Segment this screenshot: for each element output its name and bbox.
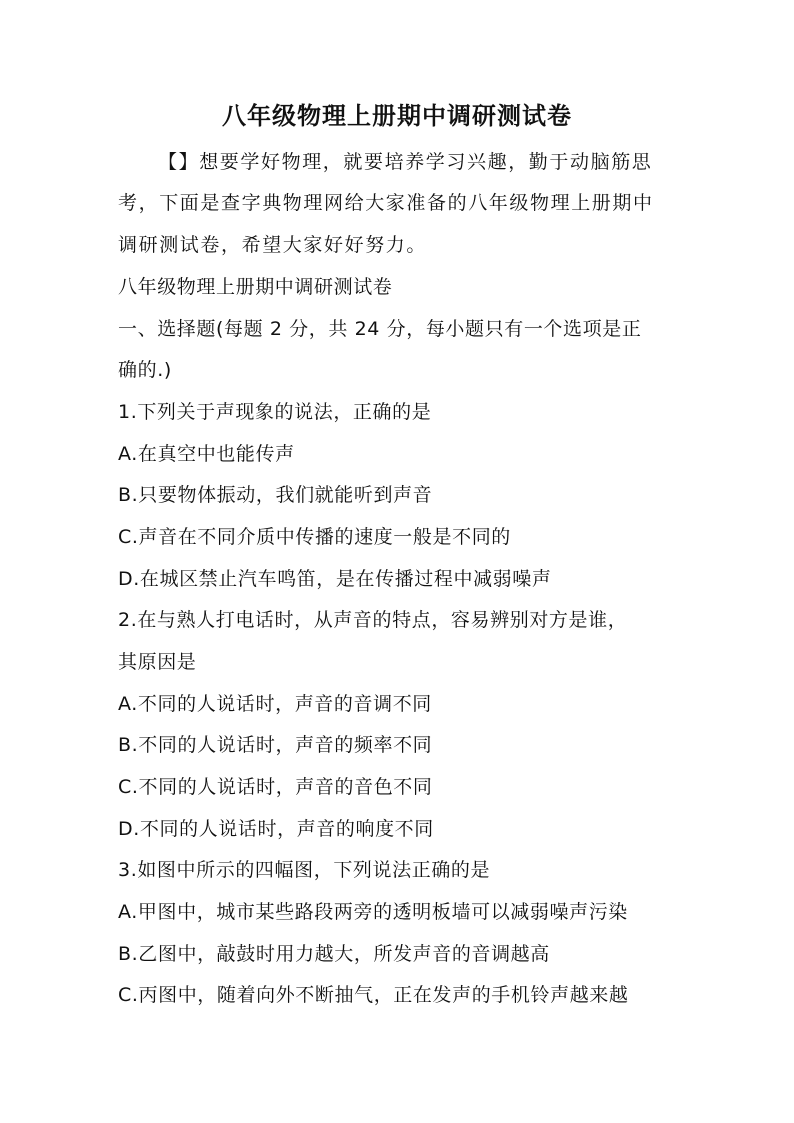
question-stem: 3.如图中所示的四幅图，下列说法正确的是 (118, 859, 491, 881)
document-title: 八年级物理上册期中调研测试卷 (222, 101, 572, 130)
section-heading: 一、选择题(每题 2 分，共 24 分，每小题只有一个选项是正 (118, 318, 642, 340)
intro-line: 考，下面是查字典物理网给大家准备的八年级物理上册期中 (118, 192, 654, 214)
question-option: C.不同的人说话时，声音的音色不同 (118, 776, 433, 798)
intro-line: 调研测试卷，希望大家好好努力。 (118, 234, 428, 256)
question-option: B.只要物体振动，我们就能听到声音 (118, 484, 433, 506)
question-option: D.在城区禁止汽车鸣笛，是在传播过程中减弱噪声 (118, 568, 552, 590)
question-option: A.不同的人说话时，声音的音调不同 (118, 693, 432, 715)
question-stem: 1.下列关于声现象的说法，正确的是 (118, 401, 432, 423)
question-option: C.声音在不同介质中传播的速度一般是不同的 (118, 526, 511, 548)
question-option: D.不同的人说话时，声音的响度不同 (118, 818, 434, 840)
question-option: A.在真空中也能传声 (118, 443, 295, 465)
question-option: A.甲图中，城市某些路段两旁的透明板墙可以减弱噪声污染 (118, 901, 628, 923)
section-heading: 确的.) (118, 359, 172, 381)
subtitle: 八年级物理上册期中调研测试卷 (118, 276, 393, 298)
question-option: B.乙图中，敲鼓时用力越大，所发声音的音调越高 (118, 943, 550, 965)
question-stem: 2.在与熟人打电话时，从声音的特点，容易辨别对方是谁， (118, 609, 628, 631)
question-option: C.丙图中，随着向外不断抽气，正在发声的手机铃声越来越 (118, 984, 629, 1006)
question-option: B.不同的人说话时，声音的频率不同 (118, 734, 433, 756)
intro-line: 【】想要学好物理，就要培养学习兴趣，勤于动脑筋思 (158, 151, 653, 173)
question-stem: 其原因是 (118, 651, 197, 673)
